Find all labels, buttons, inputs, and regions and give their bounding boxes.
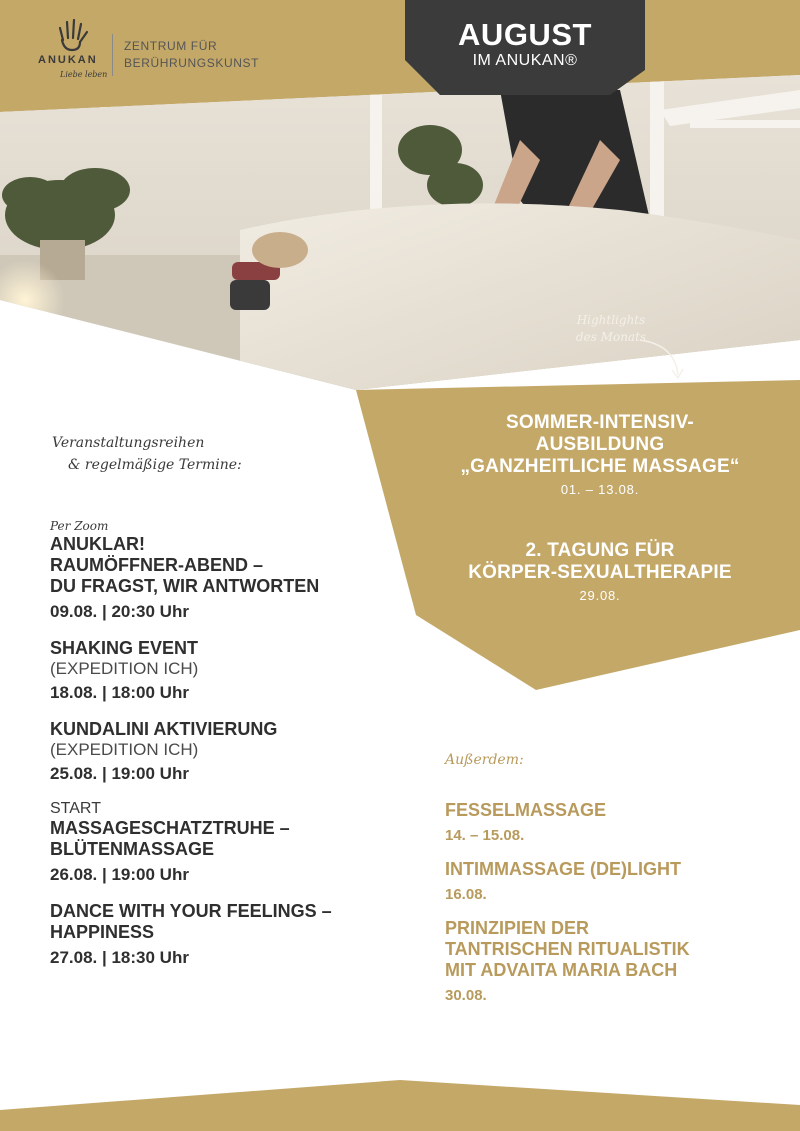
header-badge-text bbox=[405, 18, 645, 70]
also-label: Außerdem: bbox=[445, 752, 524, 768]
highlight-title-line: AUSBILDUNG bbox=[535, 434, 665, 455]
also-title-line: FESSELMASSAGE bbox=[445, 800, 607, 820]
brand-script-tagline: Liebe leben bbox=[60, 70, 108, 79]
series-intro bbox=[52, 432, 242, 476]
also-date: 14. – 15.08. bbox=[445, 827, 525, 844]
event-item bbox=[50, 901, 390, 970]
event-subtitle: (EXPEDITION ICH) bbox=[50, 740, 199, 759]
event-title-line: DU FRAGST, WIR ANTWORTEN bbox=[50, 576, 320, 596]
highlight-item bbox=[400, 412, 800, 497]
series-intro-line1: Veranstaltungsreihen bbox=[52, 435, 205, 451]
highlight-title-line: KÖRPER-SEXUALTHERAPIE bbox=[468, 562, 732, 583]
highlight-title-line: 2. TAGUNG FÜR bbox=[525, 540, 675, 561]
also-date: 16.08. bbox=[445, 886, 487, 903]
highlight-date: 29.08. bbox=[579, 588, 621, 603]
event-subtitle: (EXPEDITION ICH) bbox=[50, 659, 199, 678]
event-title-line: SHAKING EVENT bbox=[50, 638, 199, 658]
event-item bbox=[50, 800, 390, 887]
event-prefix: START bbox=[50, 800, 101, 817]
logo-divider bbox=[112, 34, 113, 76]
also-section bbox=[445, 752, 765, 1019]
highlight-item bbox=[400, 540, 800, 603]
also-item bbox=[445, 918, 765, 1007]
brand-name: ANUKAN bbox=[38, 54, 98, 66]
also-title-line: TANTRISCHEN RITUALISTIK bbox=[445, 939, 690, 959]
also-item bbox=[445, 800, 765, 847]
also-title-line: MIT ADVAITA MARIA BACH bbox=[445, 960, 678, 980]
also-title-line: INTIMMASSAGE (DE)LIGHT bbox=[445, 859, 681, 879]
highlight-title-line: „GANZHEITLICHE MASSAGE“ bbox=[460, 456, 740, 477]
events-list bbox=[50, 518, 390, 984]
bottom-gold-band bbox=[0, 1080, 800, 1131]
event-title-line: MASSAGESCHATZTRUHE – bbox=[50, 818, 290, 838]
event-title-line: BLÜTENMASSAGE bbox=[50, 839, 215, 859]
event-item bbox=[50, 719, 390, 786]
highlight-date: 01. – 13.08. bbox=[560, 482, 640, 497]
curved-arrow-icon bbox=[600, 330, 690, 385]
event-date: 26.08. | 19:00 Uhr bbox=[50, 865, 189, 884]
also-date: 30.08. bbox=[445, 987, 487, 1004]
event-date: 27.08. | 18:30 Uhr bbox=[50, 948, 189, 967]
event-item bbox=[50, 518, 390, 624]
highlight-title-line: SOMMER-INTENSIV- bbox=[506, 412, 694, 433]
anukan-logo bbox=[38, 18, 108, 88]
highlights-note-line1: Hightlights bbox=[576, 313, 646, 327]
event-title-line: RAUMÖFFNER-ABEND – bbox=[50, 555, 263, 575]
series-intro-line2: & regelmäßige Termine: bbox=[68, 457, 242, 473]
brand-subtitle-line1: ZENTRUM FÜR bbox=[124, 39, 218, 53]
also-title-line: PRINZIPIEN DER bbox=[445, 918, 590, 938]
event-title-line: HAPPINESS bbox=[50, 922, 155, 942]
event-title-line: DANCE WITH YOUR FEELINGS – bbox=[50, 901, 332, 921]
highlights-note-line2: des Monats bbox=[575, 330, 647, 344]
event-title-line: ANUKLAR! bbox=[50, 534, 145, 554]
also-item bbox=[445, 859, 765, 906]
page-subtitle: IM ANUKAN® bbox=[472, 52, 578, 69]
page-title: AUGUST bbox=[458, 17, 592, 52]
hand-logo-icon bbox=[52, 18, 90, 52]
event-title-line: KUNDALINI AKTIVIERUNG bbox=[50, 719, 278, 739]
brand-subtitle-line2: BERÜHRUNGSKUNST bbox=[124, 56, 260, 70]
event-prefix: Per Zoom bbox=[50, 519, 109, 533]
event-date: 18.08. | 18:00 Uhr bbox=[50, 683, 189, 702]
brand-subtitle bbox=[124, 38, 259, 72]
event-date: 25.08. | 19:00 Uhr bbox=[50, 764, 189, 783]
event-date: 09.08. | 20:30 Uhr bbox=[50, 602, 189, 621]
event-item bbox=[50, 638, 390, 705]
